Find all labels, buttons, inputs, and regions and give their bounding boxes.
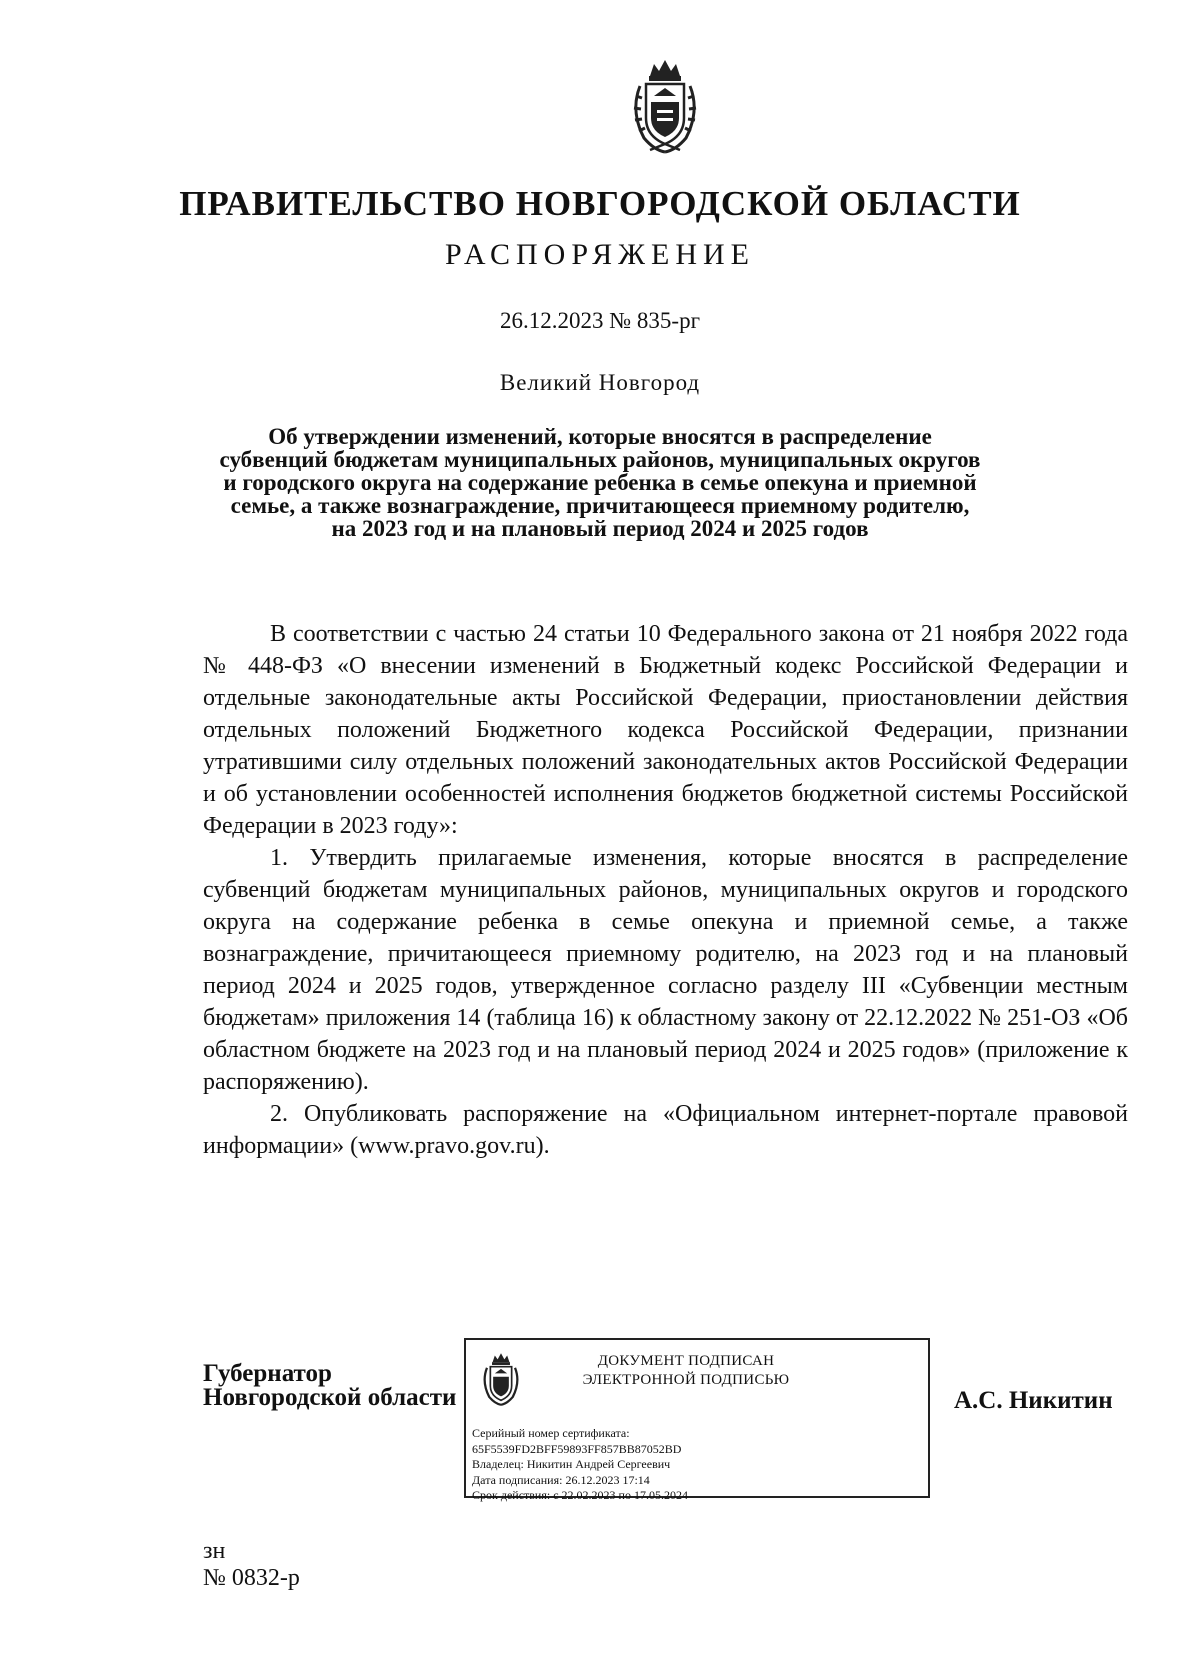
subject-line: семье, а также вознаграждение, причитающееся приемному родителю, [230, 493, 970, 518]
subject-line: на 2023 год и на плановый период 2024 и 2025 годов [331, 516, 869, 541]
stamp-details [472, 1426, 688, 1504]
coat-of-arms-icon [624, 56, 706, 156]
stamp-serial-label: Серийный номер сертификата: [472, 1426, 630, 1440]
document-city: Великий Новгород [499, 370, 701, 395]
coat-of-arms-icon [478, 1350, 524, 1408]
body-paragraph-item-1: 1. Утвердить прилагаемые изменения, которые вносятся в распределение субвенций бюджетам муниципальных районов, муниципальных округов и городского округа на содержание ребенка в семье опекуна и приемной семье, а также вознаграждение, причитающееся приемному родителю, на 2023 год и на плановый период 2024 и 2025 годов, утвержденное согласно разделу III «Субвенции местным бюджетам» приложения 14 (таблица 16) к областному закону от 22.12.2022 № 251-ОЗ «Об областном бюджете на 2023 год и на плановый период 2024 и 2025 годов» (приложение к распоряжению). [203, 845, 1128, 1095]
subject-line: Об утверждении изменений, которые вносятся в распределение [268, 424, 932, 449]
signer-position-line: Новгородской области [203, 1384, 457, 1411]
document-type: РАСПОРЯЖЕНИЕ [444, 238, 756, 271]
footer-initials: зн [203, 1538, 226, 1564]
stamp-heading [546, 1352, 826, 1390]
signer-position-line: Губернатор [203, 1360, 332, 1387]
body-paragraph-item-2: 2. Опубликовать распоряжение на «Официальном интернет-портале правовой информации» (www.pravo.gov.ru). [203, 1101, 1128, 1159]
document-body [203, 618, 1128, 1162]
stamp-heading-line: ЭЛЕКТРОННОЙ ПОДПИСЬЮ [582, 1372, 790, 1388]
document-footer [203, 1538, 300, 1592]
body-paragraph-preamble: В соответствии с частью 24 статьи 10 Федерального закона от 21 ноября 2022 года № 448-ФЗ «О внесении изменений в Бюджетный кодекс Российской Федерации и отдельные законодательные акты Российской Федерации, приостановлении действия отдельных положений Бюджетного кодекса Российской Федерации, признании утратившими силу отдельных положений законодательных актов Российской Федерации и об установлении особенностей исполнения бюджетов бюджетной системы Российской Федерации в 2023 году»: [203, 621, 1128, 839]
stamp-serial: 65F5539FD2BFF59893FF857BB87052BD [472, 1441, 682, 1456]
government-title: ПРАВИТЕЛЬСТВО НОВГОРОДСКОЙ ОБЛАСТИ [179, 184, 1021, 223]
stamp-signed-date: Дата подписания: 26.12.2023 17:14 [472, 1472, 650, 1487]
subject-line: и городского округа на содержание ребенка в семье опекуна и приемной [223, 470, 977, 495]
stamp-heading-line: ДОКУМЕНТ ПОДПИСАН [597, 1353, 775, 1369]
stamp-validity: Срок действия: с 22.02.2023 по 17.05.2024 [472, 1488, 688, 1502]
signer-name: А.С. Никитин [954, 1387, 1113, 1414]
subject-line: субвенций бюджетам муниципальных районов, муниципальных округов [219, 447, 981, 472]
signer-position [203, 1362, 456, 1410]
footer-number: № 0832-р [203, 1565, 300, 1591]
document-date-number: 26.12.2023 № 835-рг [499, 308, 701, 333]
document-subject [150, 425, 1050, 540]
stamp-owner: Владелец: Никитин Андрей Сергеевич [472, 1457, 671, 1471]
electronic-signature-stamp [464, 1338, 930, 1502]
